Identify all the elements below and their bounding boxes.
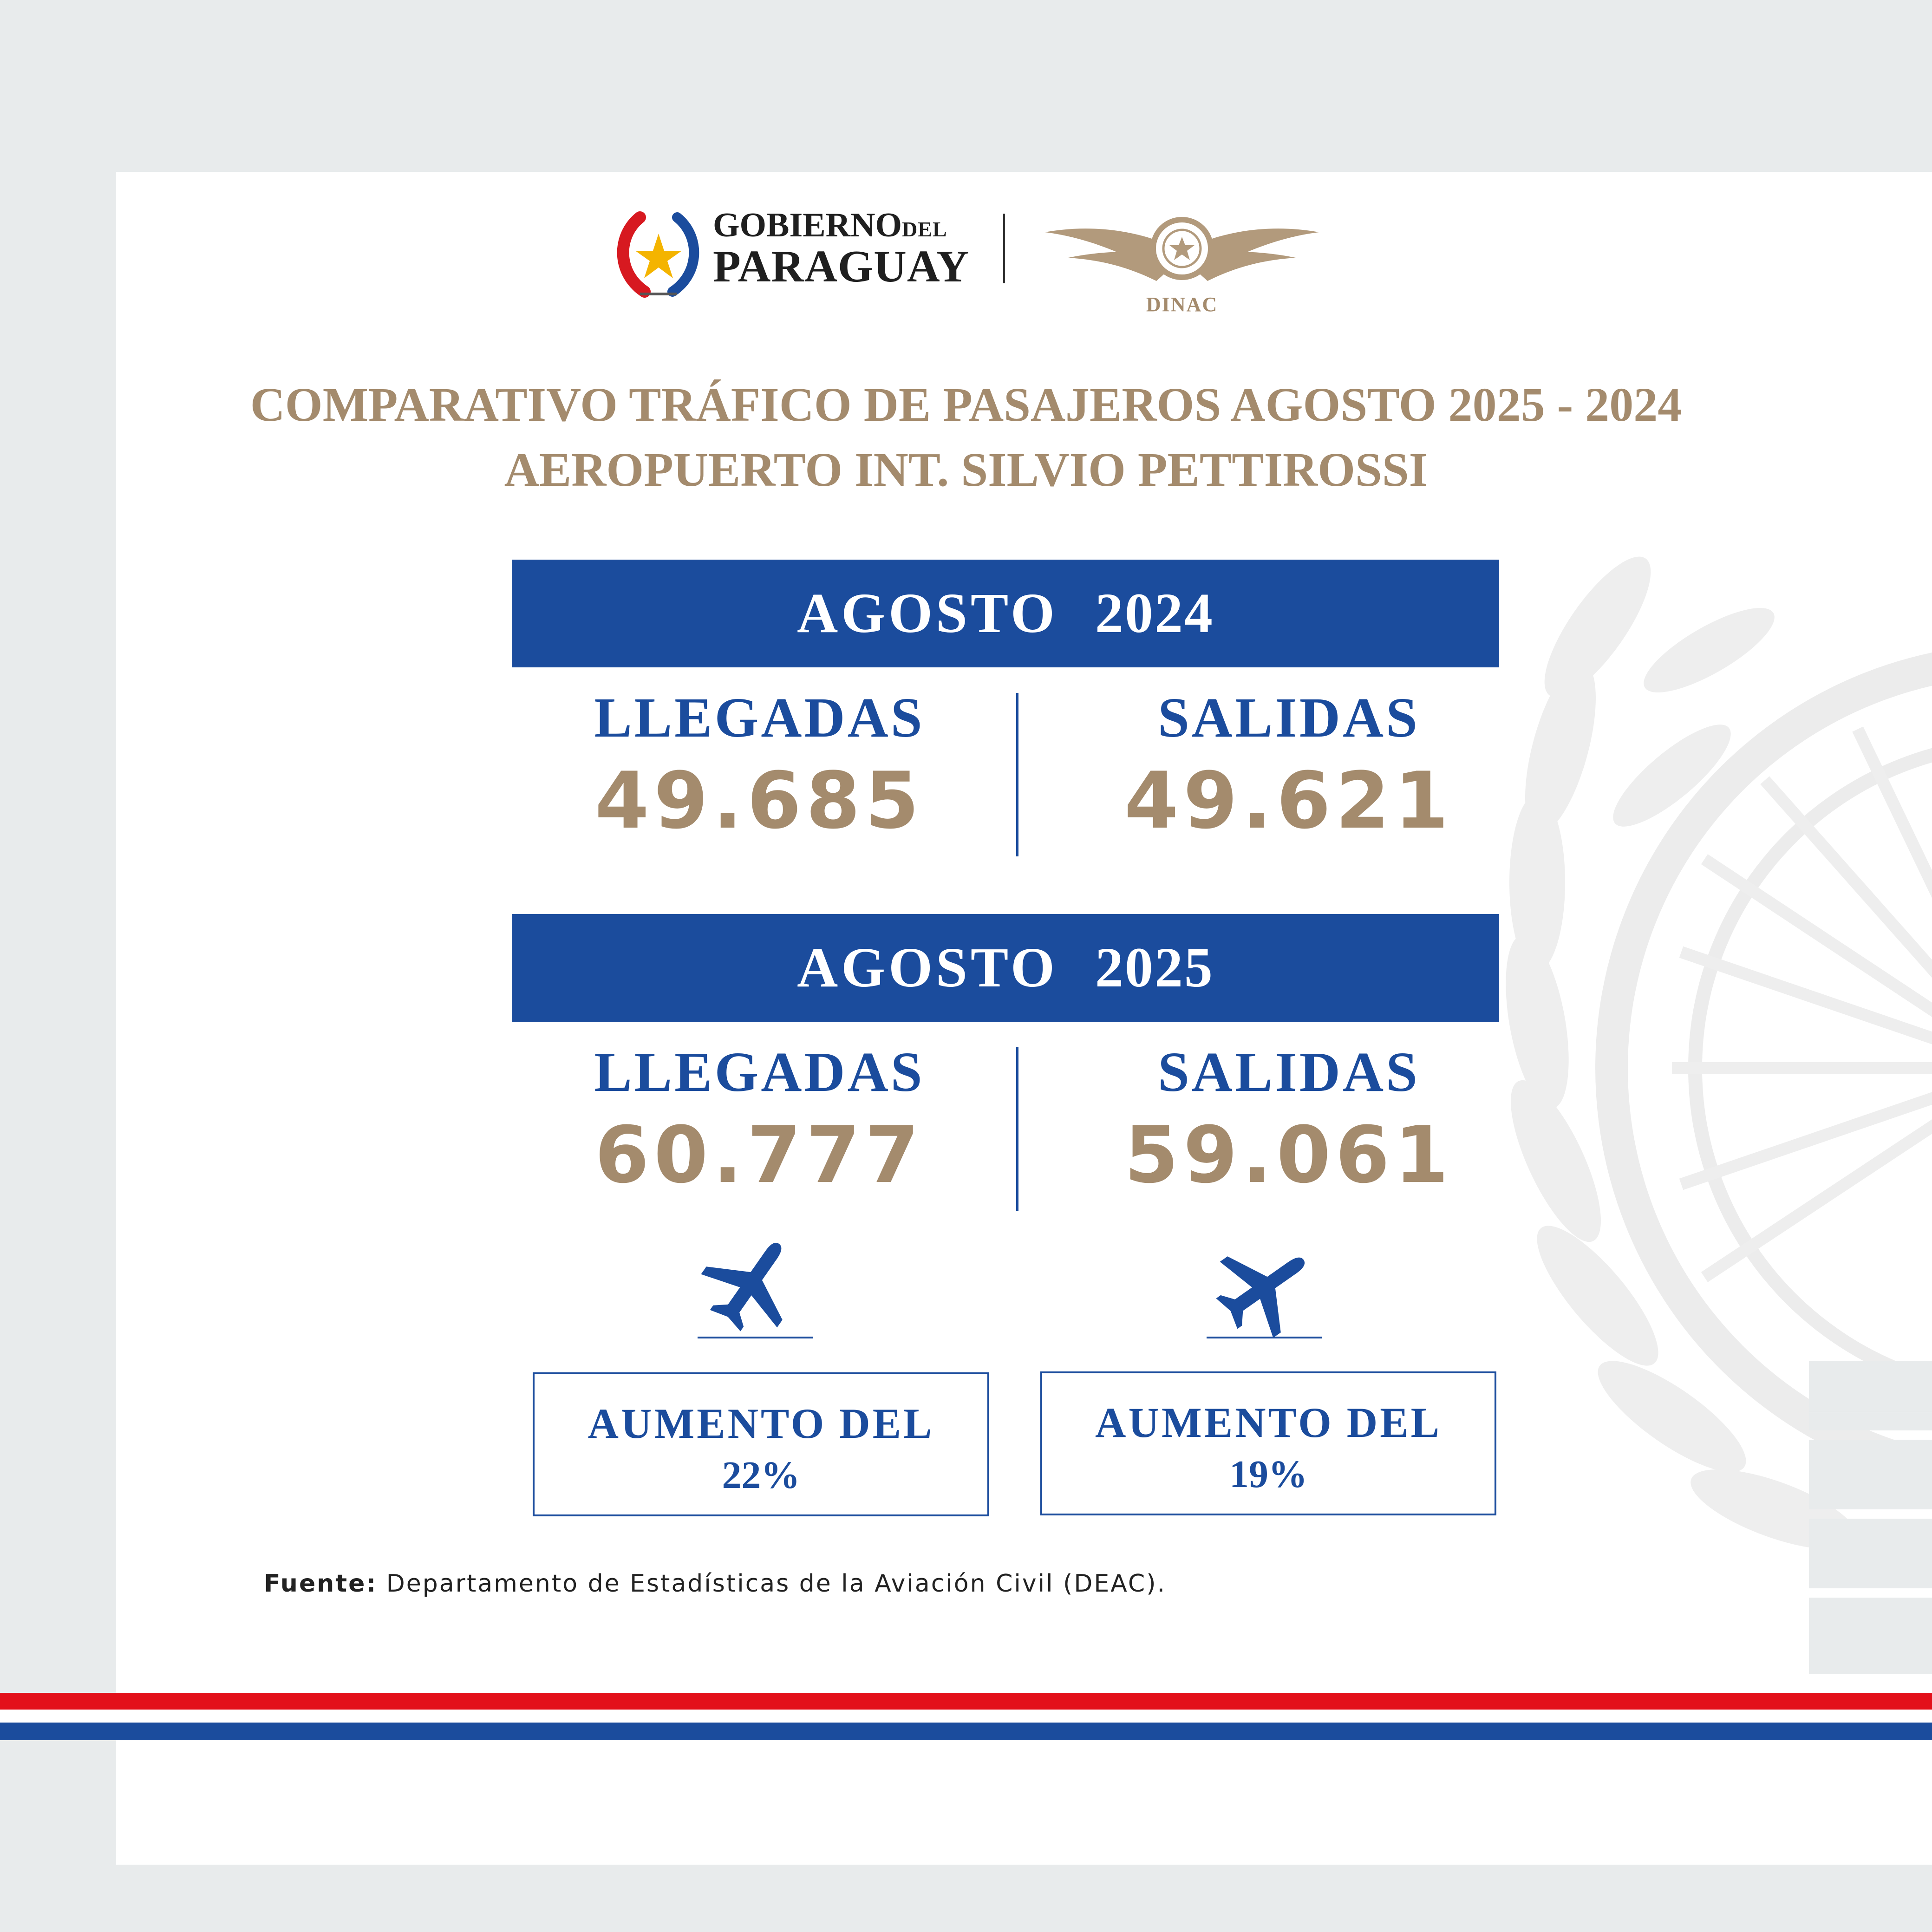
period-2025-band bbox=[512, 914, 1499, 1022]
period-2025-month: AGOSTO bbox=[797, 936, 1058, 999]
page-title: COMPARATIVO TRÁFICO DE PASAJEROS AGOSTO 2025 - 2024 bbox=[250, 378, 1682, 431]
plane-takeoff-icon bbox=[1212, 1235, 1319, 1338]
period-2025-year: 2025 bbox=[1095, 936, 1214, 999]
government-name-line1 bbox=[713, 208, 947, 242]
increase-departures-box bbox=[1040, 1371, 1496, 1515]
increase-arrivals-value: 22% bbox=[722, 1454, 800, 1497]
period-2025-arrivals-value: 60.777 bbox=[594, 1110, 924, 1201]
period-2024-year: 2024 bbox=[1095, 582, 1214, 645]
period-2024-departures-value: 49.621 bbox=[1124, 755, 1454, 846]
government-name-line2: PARAGUAY bbox=[713, 242, 970, 292]
flag-stripe-white bbox=[0, 1710, 1932, 1723]
period-2025-departures-label: SALIDAS bbox=[1158, 1041, 1420, 1103]
increase-arrivals-box bbox=[533, 1372, 989, 1516]
side-tab-2 bbox=[1809, 1440, 1932, 1509]
page-subtitle: AEROPUERTO INT. SILVIO PETTIROSSI bbox=[504, 443, 1428, 496]
plane-landing-underline bbox=[698, 1337, 813, 1338]
period-2024-band bbox=[512, 560, 1499, 667]
period-2025-divider bbox=[1016, 1047, 1018, 1211]
source-text: Departamento de Estadísticas de la Aviación Civil (DEAC). bbox=[377, 1570, 1167, 1598]
dinac-wings-icon bbox=[1040, 204, 1324, 297]
watermark-emblem-icon bbox=[1486, 488, 1932, 1602]
paraguay-shield-icon bbox=[612, 208, 705, 301]
period-2025-departures-value: 59.061 bbox=[1124, 1110, 1454, 1201]
source-note bbox=[264, 1570, 1166, 1598]
period-2024-month: AGOSTO bbox=[797, 582, 1058, 645]
increase-departures-label: AUMENTO DEL bbox=[1095, 1399, 1442, 1446]
source-label: Fuente: bbox=[264, 1570, 378, 1598]
government-suffix: DEL bbox=[902, 217, 947, 241]
side-tab-4 bbox=[1809, 1598, 1932, 1674]
dinac-label: DINAC bbox=[1146, 293, 1218, 316]
flag-stripe-red bbox=[0, 1693, 1932, 1710]
period-2024-arrivals-value: 49.685 bbox=[594, 755, 924, 846]
side-tab-3 bbox=[1809, 1519, 1932, 1588]
period-2024-departures-label: SALIDAS bbox=[1158, 686, 1420, 749]
increase-departures-value: 19% bbox=[1229, 1453, 1307, 1496]
logo-divider bbox=[1003, 214, 1005, 283]
period-2024-divider bbox=[1016, 693, 1018, 856]
period-2025-arrivals-label: LLEGADAS bbox=[594, 1041, 925, 1103]
plane-landing-icon bbox=[699, 1231, 806, 1333]
side-tab-1 bbox=[1809, 1361, 1932, 1430]
plane-takeoff-underline bbox=[1207, 1337, 1322, 1338]
flag-stripe-blue bbox=[0, 1723, 1932, 1740]
period-2024-arrivals-label: LLEGADAS bbox=[594, 686, 925, 749]
government-word: GOBIERNO bbox=[713, 206, 902, 244]
increase-arrivals-label: AUMENTO DEL bbox=[587, 1400, 934, 1447]
